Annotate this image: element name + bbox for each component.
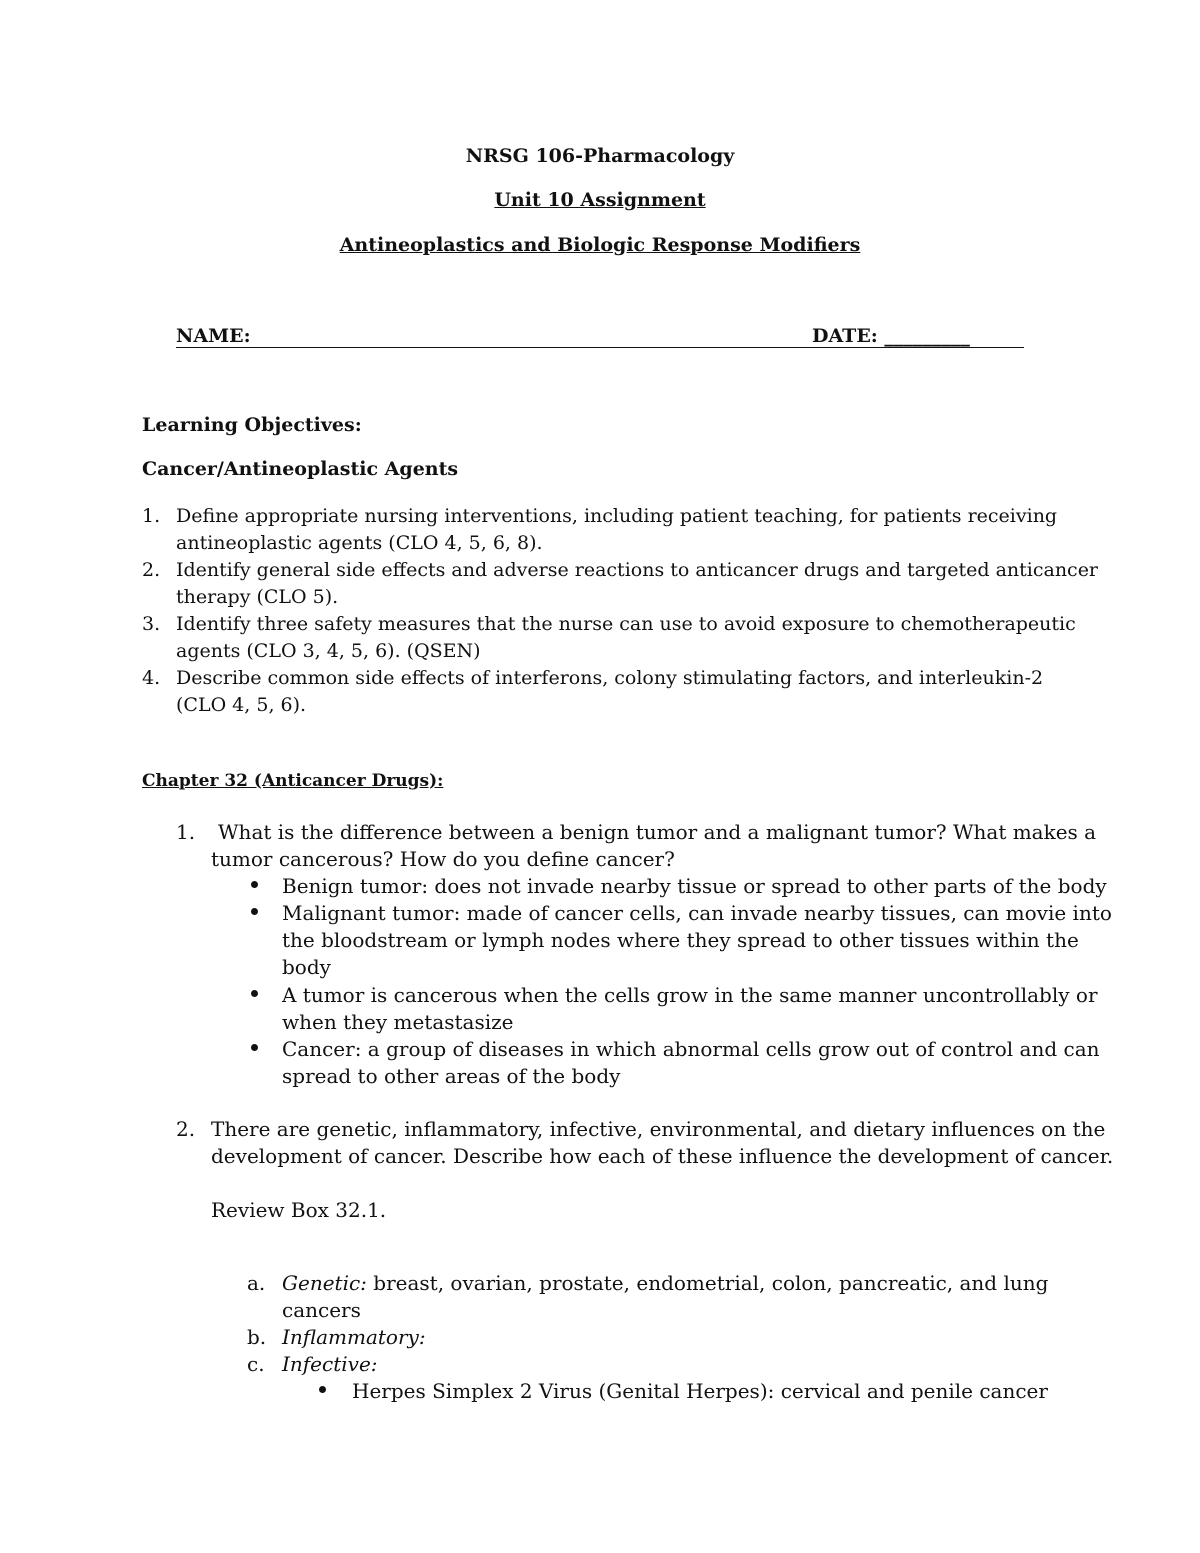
- date-underline: [812, 347, 1024, 348]
- bullet-icon: [251, 908, 258, 915]
- name-underline: [176, 347, 812, 348]
- answer-bullet: A tumor is cancerous when the cells grow in the same manner uncontrollably or: [282, 983, 1098, 1007]
- list-item: agents (CLO 3, 4, 5, 6). (QSEN): [176, 640, 481, 662]
- review-note: Review Box 32.1.: [211, 1198, 387, 1222]
- list-item: (CLO 4, 5, 6).: [176, 694, 307, 716]
- answer-bullet: Cancer: a group of diseases in which abnormal cells grow out of control and can: [282, 1037, 1100, 1061]
- subitem-text: [282, 1352, 378, 1376]
- question-text: What is the difference between a benign tumor and a malignant tumor? What makes a: [218, 820, 1097, 844]
- bullet-icon: [251, 881, 258, 888]
- list-item: Identify three safety measures that the nurse can use to avoid exposure to chemotherapeutic: [176, 613, 1076, 635]
- subitem-text: cancers: [282, 1298, 361, 1322]
- list-item: antineoplastic agents (CLO 4, 5, 6, 8).: [176, 532, 543, 554]
- answer-bullet: Benign tumor: does not invade nearby tissue or spread to other parts of the body: [282, 874, 1107, 898]
- list-item: Define appropriate nursing interventions, including patient teaching, for patients receiving: [176, 505, 1058, 527]
- question-text: development of cancer. Describe how each of these influence the development of cancer.: [211, 1144, 1114, 1168]
- bullet-icon: [251, 990, 258, 997]
- topic-title: Antineoplastics and Biologic Response Modifiers: [339, 234, 861, 256]
- list-item-number: 2.: [142, 559, 161, 581]
- date-label: DATE: _________: [812, 325, 970, 347]
- list-item-number: 3.: [142, 613, 161, 635]
- objectives-subheading: Cancer/Antineoplastic Agents: [142, 458, 459, 480]
- answer-bullet: the bloodstream or lymph nodes where they spread to other tissues within the: [282, 928, 1079, 952]
- answer-bullet: when they metastasize: [282, 1010, 514, 1034]
- bullet-icon: [251, 1044, 258, 1051]
- question-number: 1.: [176, 820, 196, 844]
- answer-bullet: Herpes Simplex 2 Virus (Genital Herpes): cervical and penile cancer: [352, 1379, 1048, 1403]
- course-title: NRSG 106-Pharmacology: [465, 145, 735, 167]
- answer-bullet: spread to other areas of the body: [282, 1064, 621, 1088]
- subitem-text: [282, 1325, 426, 1349]
- objectives-heading: Learning Objectives:: [142, 414, 362, 436]
- chapter-heading: Chapter 32 (Anticancer Drugs):: [142, 771, 444, 791]
- list-item: Describe common side effects of interferons, colony stimulating factors, and interleukin-2: [176, 667, 1044, 689]
- question-text: There are genetic, inflammatory, infective, environmental, and dietary influences on the: [211, 1117, 1106, 1141]
- subitem-label: Infective:: [282, 1352, 378, 1376]
- list-item: Identify general side effects and adverse reactions to anticancer drugs and targeted anticancer: [176, 559, 1099, 581]
- subitem-label: Inflammatory:: [282, 1325, 426, 1349]
- name-label: NAME:: [176, 325, 251, 347]
- question-text: tumor cancerous? How do you define cancer?: [211, 847, 675, 871]
- unit-title: Unit 10 Assignment: [494, 189, 706, 211]
- subitem-letter: b.: [247, 1325, 267, 1349]
- subitem-letter: a.: [247, 1271, 266, 1295]
- list-item-number: 1.: [142, 505, 161, 527]
- answer-bullet: body: [282, 955, 331, 979]
- answer-bullet: Malignant tumor: made of cancer cells, can invade nearby tissues, can movie into: [282, 901, 1112, 925]
- bullet-icon: [319, 1386, 326, 1393]
- subitem-label: Genetic:: [282, 1271, 367, 1295]
- list-item-number: 4.: [142, 667, 161, 689]
- question-number: 2.: [176, 1117, 196, 1141]
- list-item: therapy (CLO 5).: [176, 586, 339, 608]
- subitem-letter: c.: [247, 1352, 265, 1376]
- subitem-text: Genetic: breast, ovarian, prostate, endometrial, colon, pancreatic, and lung: [282, 1271, 1049, 1295]
